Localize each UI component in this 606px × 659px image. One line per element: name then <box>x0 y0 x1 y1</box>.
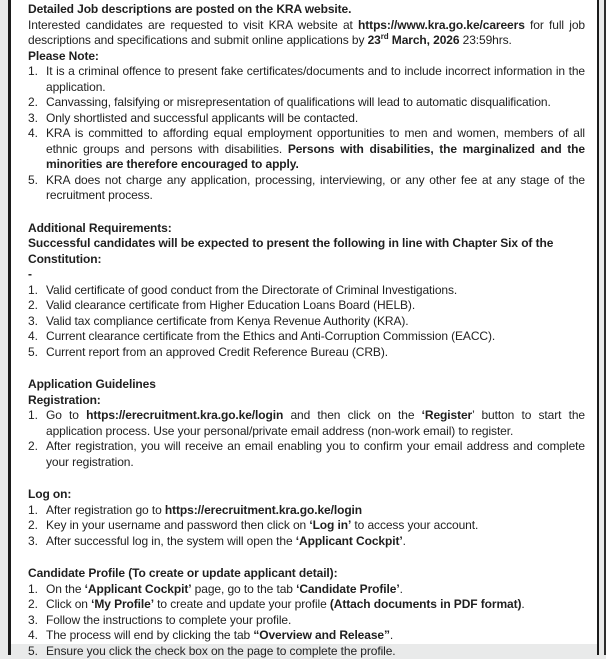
text-run: After registration go to <box>46 503 165 517</box>
text-run: page, go to the tab <box>191 582 296 596</box>
section-heading <box>28 221 585 237</box>
list-item <box>28 613 585 629</box>
text-run: After registration, you will receive an email enabling you to confirm your email address and complete your registration. <box>46 439 585 469</box>
text-run: . <box>390 628 393 642</box>
text-run: Application Guidelines <box>28 377 156 391</box>
document-content <box>11 0 597 644</box>
text-run: - <box>28 267 32 281</box>
text-run: KRA is committed to affording equal employment opportunities to men and women, members of all ethnic groups and persons with disabilities. <box>46 126 585 156</box>
list-item <box>28 518 585 534</box>
text-run: It is a criminal offence to present fake certificates/documents and to include incorrect information in the application. <box>46 64 585 94</box>
text-run: (Attach documents in PDF format) <box>330 597 521 611</box>
list-item <box>28 64 585 95</box>
list-item-text <box>46 173 585 204</box>
list-item-number: 3. <box>28 111 46 127</box>
list-item-number: 3. <box>28 613 46 629</box>
text-run: KRA does not charge any application, processing, interviewing, or any other fee at any stage of the recruitment process. <box>46 173 585 203</box>
text-run: Only shortlisted and successful applicants will be contacted. <box>46 111 358 125</box>
list-item-number: 1. <box>28 408 46 439</box>
text-run: for full job descriptions and specifications and submit online applications by <box>28 18 585 48</box>
list-item-text <box>46 644 585 659</box>
text-run: ‘Applicant Cockpit’ <box>85 582 192 596</box>
list-item-number: 5. <box>28 644 46 659</box>
text-run: to access your account. <box>351 518 478 532</box>
text-run: 23 <box>368 33 381 47</box>
list-item-text <box>46 503 585 519</box>
list-item <box>28 126 585 173</box>
text-run: The process will end by clicking the tab <box>46 628 253 642</box>
list-item-number: 1. <box>28 64 46 95</box>
list-item-number: 2. <box>28 439 46 470</box>
text-run: Valid clearance certificate from Higher Education Loans Board (HELB). <box>46 298 415 312</box>
text-run: rd <box>381 32 389 41</box>
list-item-text <box>46 126 585 173</box>
list-item <box>28 439 585 470</box>
text-run: Interested candidates are requested to visit KRA website at <box>28 18 358 32</box>
text-run: ’ button to start the application process. Use your personal/private email address (non-work email) to register. <box>46 408 585 438</box>
list-item-text <box>46 518 585 534</box>
ordered-list <box>28 503 585 550</box>
list-item-number: 1. <box>28 582 46 598</box>
text-run: Additional Requirements: <box>28 221 172 235</box>
paragraph <box>28 18 585 49</box>
list-item-text <box>46 111 585 127</box>
url-text: https://erecruitment.kra.go.ke/login <box>165 503 362 517</box>
list-item <box>28 628 585 644</box>
text-run: and then click on the <box>283 408 421 422</box>
text-run: ‘My Profile’ <box>91 597 154 611</box>
list-item <box>28 173 585 204</box>
list-item <box>28 534 585 550</box>
section-heading <box>28 2 585 18</box>
list-item-number: 2. <box>28 298 46 314</box>
text-run: Please Note: <box>28 49 99 63</box>
list-item <box>28 314 585 330</box>
list-item <box>28 111 585 127</box>
list-item <box>28 95 585 111</box>
list-item <box>28 644 585 659</box>
list-item-text <box>46 439 585 470</box>
text-run: Registration: <box>28 393 101 407</box>
list-item <box>28 582 585 598</box>
text-run: Click on <box>46 597 91 611</box>
section-heading <box>28 487 585 503</box>
section-heading <box>28 267 585 283</box>
text-run: . <box>403 534 406 548</box>
list-item-text <box>46 534 585 550</box>
text-run: Candidate Profile (To create or update applicant detail): <box>28 566 337 580</box>
list-item-text <box>46 283 585 299</box>
list-item-text <box>46 329 585 345</box>
section-heading <box>28 236 585 267</box>
section-heading <box>28 49 585 65</box>
text-run: ‘Log in’ <box>309 518 351 532</box>
list-item <box>28 345 585 361</box>
text-run: 23:59hrs. <box>459 33 511 47</box>
text-run: Go to <box>46 408 86 422</box>
text-run: ‘Applicant Cockpit’ <box>296 534 403 548</box>
section-heading <box>28 566 585 582</box>
text-run: Ensure you click the check box on the page to complete the profile. <box>46 644 396 658</box>
ordered-list <box>28 582 585 659</box>
list-item <box>28 503 585 519</box>
text-run: Valid certificate of good conduct from the Directorate of Criminal Investigations. <box>46 283 457 297</box>
text-run: Key in your username and password then click on <box>46 518 309 532</box>
list-item-text <box>46 345 585 361</box>
list-item-number: 4. <box>28 126 46 173</box>
text-run: Canvassing, falsifying or misrepresentation of qualifications will lead to automatic disqualification. <box>46 95 551 109</box>
list-item-number: 2. <box>28 597 46 613</box>
text-run: Current report from an approved Credit Reference Bureau (CRB). <box>46 345 388 359</box>
list-item-text <box>46 64 585 95</box>
url-text: https://erecruitment.kra.go.ke/login <box>86 408 283 422</box>
list-item-text <box>46 597 585 613</box>
list-item <box>28 329 585 345</box>
list-item-text <box>46 95 585 111</box>
ordered-list <box>28 283 585 361</box>
list-item-text <box>46 314 585 330</box>
text-run: to create and update your profile <box>154 597 330 611</box>
ordered-list <box>28 64 585 204</box>
list-item-number: 4. <box>28 628 46 644</box>
section-heading <box>28 393 585 409</box>
text-run: ‘Register <box>422 408 472 422</box>
text-run: After successful log in, the system will open the <box>46 534 296 548</box>
list-item-number: 5. <box>28 345 46 361</box>
list-item-number: 1. <box>28 503 46 519</box>
list-item-text <box>46 408 585 439</box>
text-run: ‘Candidate Profile’ <box>296 582 399 596</box>
text-run: March, 2026 <box>389 33 460 47</box>
list-item-number: 2. <box>28 95 46 111</box>
list-item-number: 3. <box>28 534 46 550</box>
list-item <box>28 298 585 314</box>
text-run: Valid tax compliance certificate from Kenya Revenue Authority (KRA). <box>46 314 408 328</box>
list-item-number: 4. <box>28 329 46 345</box>
ordered-list <box>28 408 585 470</box>
list-item-number: 5. <box>28 173 46 204</box>
text-run: Follow the instructions to complete your profile. <box>46 613 291 627</box>
text-run: Log on: <box>28 487 71 501</box>
text-run: “Overview and Release” <box>253 628 390 642</box>
text-run: . <box>521 597 524 611</box>
section-heading <box>28 377 585 393</box>
list-item-number: 1. <box>28 283 46 299</box>
list-item <box>28 597 585 613</box>
text-run: . <box>400 582 403 596</box>
document-box <box>8 0 599 655</box>
list-item-text <box>46 613 585 629</box>
list-item <box>28 408 585 439</box>
url-text: https://www.kra.go.ke/careers <box>358 18 525 32</box>
list-item-text <box>46 628 585 644</box>
text-run: On the <box>46 582 85 596</box>
list-item-text <box>46 582 585 598</box>
list-item-number: 3. <box>28 314 46 330</box>
text-run: Persons with disabilities, the marginalized and the minorities are therefore encouraged to apply. <box>46 142 585 172</box>
list-item-text <box>46 298 585 314</box>
text-run: Detailed Job descriptions are posted on the KRA website. <box>28 2 351 16</box>
list-item-number: 2. <box>28 518 46 534</box>
text-run: Current clearance certificate from the Ethics and Anti-Corruption Commission (EACC). <box>46 329 495 343</box>
list-item <box>28 283 585 299</box>
text-run: Successful candidates will be expected to present the following in line with Chapter Six of the Constitution: <box>28 236 553 266</box>
